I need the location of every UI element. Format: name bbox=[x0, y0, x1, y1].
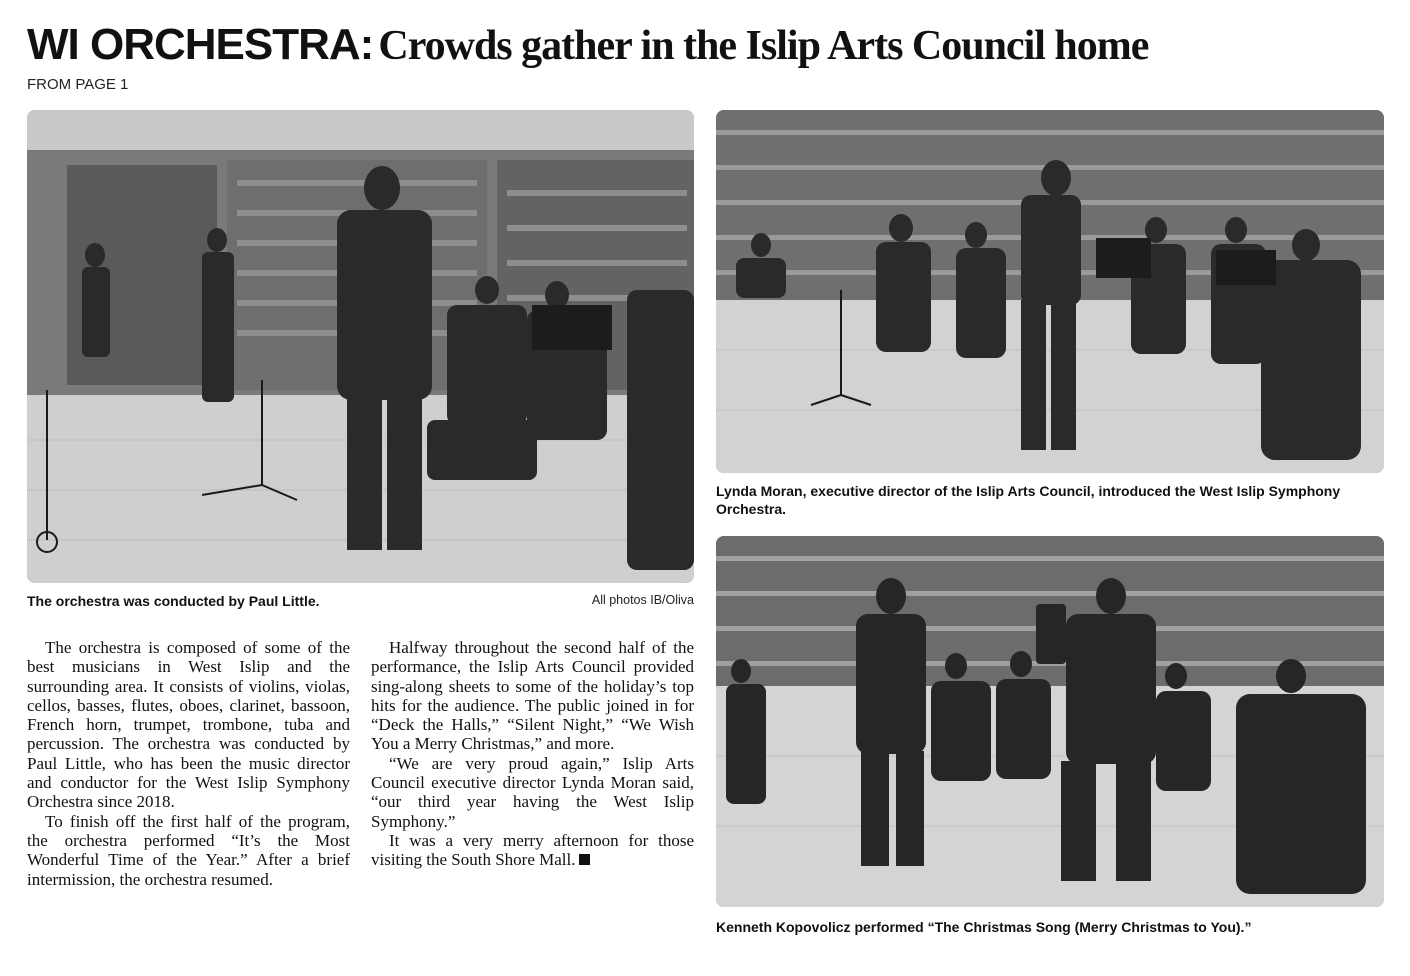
photo-singer bbox=[716, 536, 1384, 907]
headline-kicker: WI ORCHESTRA: bbox=[27, 20, 374, 69]
body-column-2 bbox=[371, 638, 694, 870]
photo-executive-director bbox=[716, 110, 1384, 473]
headline bbox=[27, 16, 1387, 83]
photo-credit: All photos IB/Oliva bbox=[591, 593, 694, 607]
body-paragraph: The orchestra is composed of some of the best musicians in West Islip and the surrounding area. It consists of violins, violas, cellos, basses, flutes, oboes, clarinet, bassoon, French horn, trumpet, trombone, tuba and percussion. The orchestra was conducted by Paul Little, who has been the music director and conductor for the West Islip Symphony Orchestra since 2018. bbox=[27, 638, 350, 812]
photo-conductor bbox=[27, 110, 694, 583]
body-paragraph: Halfway throughout the second half of the performance, the Islip Arts Council provided sing-along sheets to some of the holiday’s top hits for the audience. The public joined in for “Deck the Halls,” “Silent Night,” “We Wish You a Merry Christmas,” and more. bbox=[371, 638, 694, 754]
body-paragraph-final-text: It was a very merry afternoon for those visiting the South Shore Mall. bbox=[371, 830, 694, 870]
end-mark-icon bbox=[579, 854, 590, 865]
photo-conductor-caption: The orchestra was conducted by Paul Little. bbox=[27, 593, 320, 609]
photo-singer-caption: Kenneth Kopovolicz performed “The Christmas Song (Merry Christmas to You).” bbox=[716, 919, 1252, 935]
body-column-1 bbox=[27, 638, 350, 889]
body-paragraph: “We are very proud again,” Islip Arts Council executive director Lynda Moran said, “our third year having the West Islip Symphony.” bbox=[371, 753, 694, 831]
jump-line: FROM PAGE 1 bbox=[27, 76, 129, 93]
body-paragraph-final bbox=[371, 831, 694, 870]
body-paragraph: To finish off the first half of the program, the orchestra performed “It’s the Most Wonderful Time of the Year.” After a brief intermission, the orchestra resumed. bbox=[27, 811, 350, 889]
headline-deck: Crowds gather in the Islip Arts Council home bbox=[378, 23, 1149, 69]
photo-executive-director-caption: Lynda Moran, executive director of the Islip Arts Council, introduced the West Islip Symphony Orchestra. bbox=[716, 483, 1341, 517]
